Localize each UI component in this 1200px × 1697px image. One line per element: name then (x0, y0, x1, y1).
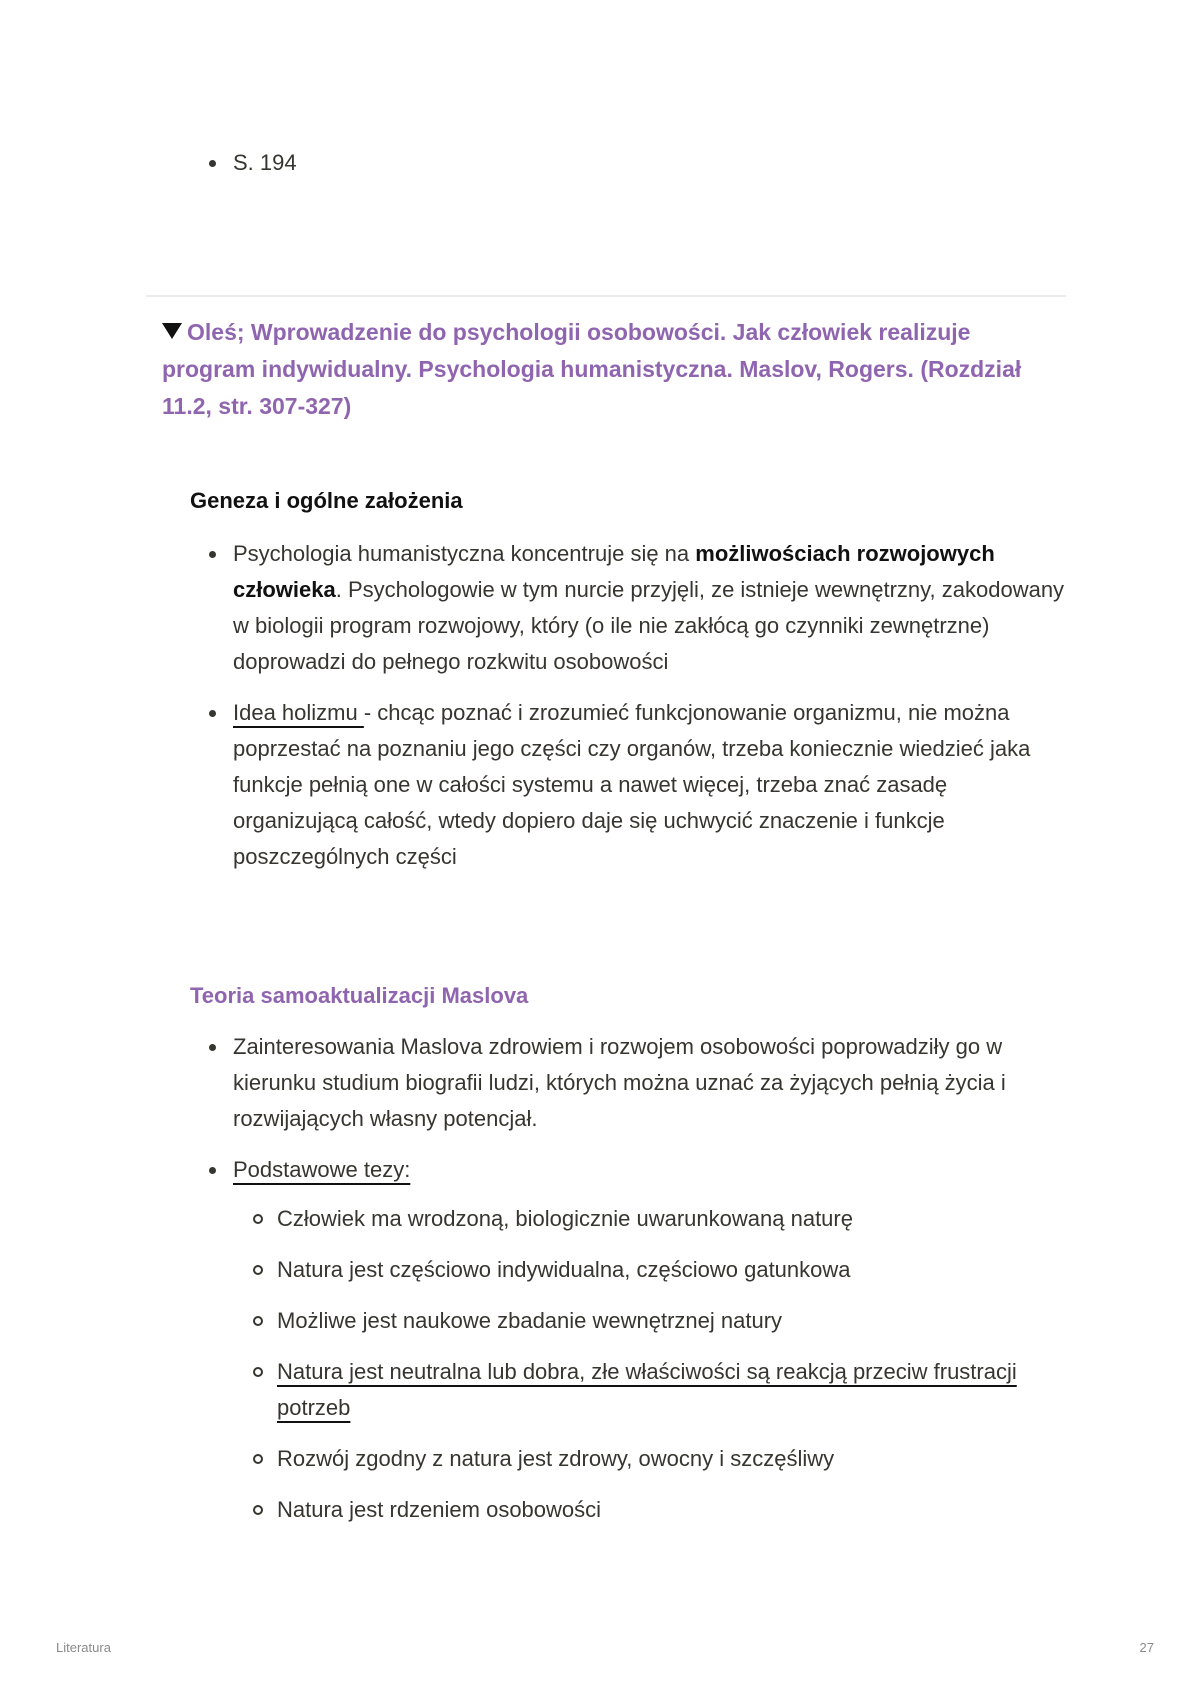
hollow-bullet-icon (253, 1316, 263, 1326)
list-item: S. 194 (233, 145, 297, 181)
sublist-item: Natura jest rdzeniem osobowości (277, 1492, 1077, 1528)
hollow-bullet-icon (253, 1454, 263, 1464)
toggle-triangle-icon[interactable] (162, 323, 182, 339)
underlined-text: Idea holizmu (233, 700, 364, 725)
list-item: Zainteresowania Maslova zdrowiem i rozwojem osobowości poprowadziły go w kierunku studium biografii ludzi, których można uznać za żyjących pełnią życia i rozwijających własny potencjał. (233, 1029, 1073, 1137)
toggle-block[interactable] (162, 314, 1062, 425)
hollow-bullet-icon (253, 1214, 263, 1224)
maslow-list (233, 1029, 1073, 1188)
footer-title: Literatura (56, 1640, 111, 1655)
sublist-item: Rozwój zgodny z natura jest zdrowy, owocny i szczęśliwy (277, 1441, 1077, 1477)
bold-text: możliwościach rozwojowych człowieka (233, 541, 995, 602)
bullet-icon (209, 1167, 216, 1174)
sublist-item: Natura jest częściowo indywidualna, częściowo gatunkowa (277, 1252, 1077, 1288)
bullet-icon (209, 710, 216, 717)
toggle-title[interactable]: Oleś; Wprowadzenie do psychologii osobowości. Jak człowiek realizuje program indywidualny. Psychologia humanistyczna. Maslov, Rogers. (Rozdział 11.2, str. 307-327) (162, 319, 1022, 419)
sublist-item (277, 1354, 1077, 1426)
underlined-text: Podstawowe tezy: (233, 1157, 411, 1182)
top-list (233, 145, 297, 181)
list-item (233, 1152, 1073, 1188)
bullet-icon (209, 160, 216, 167)
hollow-bullet-icon (253, 1367, 263, 1377)
list-item: Idea holizmu - chcąc poznać i zrozumieć funkcjonowanie organizmu, nie można poprzestać na poznaniu jego części czy organów, trzeba koniecznie wiedzieć jaka funkcje pełnią one w całości systemu a nawet więcej, trzeba znać zasadę organizującą całość, wtedy dopiero daje się uchwycić znaczenie i funkcje poszczególnych części (233, 695, 1073, 875)
genesis-list (233, 536, 1073, 875)
theses-sublist (277, 1201, 1077, 1528)
sublist-item: Człowiek ma wrodzoną, biologicznie uwarunkowaną naturę (277, 1201, 1077, 1237)
hollow-bullet-icon (253, 1505, 263, 1515)
hollow-bullet-icon (253, 1265, 263, 1275)
page-number: 27 (1139, 1640, 1154, 1655)
underlined-text: Natura jest neutralna lub dobra, złe właściwości są reakcją przeciw frustracji potrzeb (277, 1359, 1017, 1420)
sublist-item: Możliwe jest naukowe zbadanie wewnętrznej natury (277, 1303, 1077, 1339)
bullet-icon (209, 1044, 216, 1051)
section-heading-genesis: Geneza i ogólne założenia (190, 488, 463, 513)
section-heading-maslow: Teoria samoaktualizacji Maslova (190, 983, 529, 1008)
divider (146, 295, 1066, 297)
list-item: Psychologia humanistyczna koncentruje się na możliwościach rozwojowych człowieka. Psychologowie w tym nurcie przyjęli, ze istnieje wewnętrzny, zakodowany w biologii program rozwojowy, który (o ile nie zakłócą go czynniki zewnętrzne) doprowadzi do pełnego rozkwitu osobowości (233, 536, 1073, 680)
bullet-icon (209, 551, 216, 558)
